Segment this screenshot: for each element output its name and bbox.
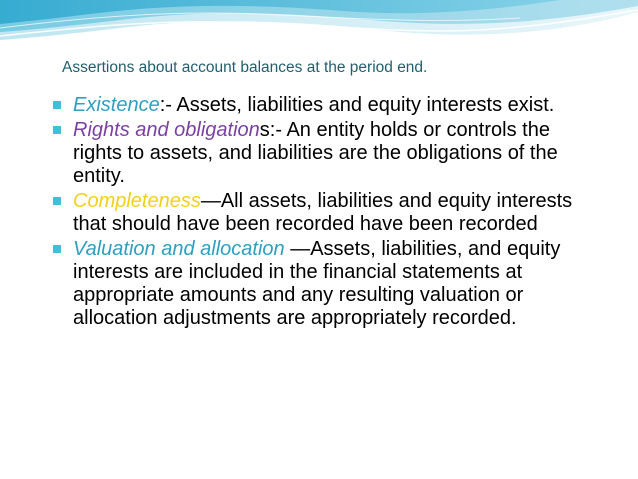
term-completeness: Completeness: [73, 190, 201, 212]
term-existence: Existence: [73, 94, 160, 116]
bullet-text: :- Assets, liabilities and equity interests exist.: [159, 94, 555, 116]
bullet-list: [53, 94, 593, 332]
square-bullet-icon: [53, 126, 61, 134]
bullet-valuation-allocation: [53, 238, 593, 330]
term-rights-obligations: Rights and obligation: [73, 119, 260, 141]
bullet-completeness: [53, 190, 593, 236]
header-wave-decoration: [0, 0, 638, 60]
square-bullet-icon: [53, 101, 61, 109]
bullet-rights-obligations: [53, 119, 593, 188]
slide-title: Assertions about account balances at the period end.: [62, 59, 428, 76]
bullet-text: —All assets, liabilities and equity interests that should have been recorded have been recorded: [73, 190, 573, 235]
bullet-text: —Assets, liabilities, and equity interests are included in the financial statements at appropriate amounts and any resulting valuation or allocation adjustments are appropriately recorded.: [73, 238, 561, 329]
square-bullet-icon: [53, 245, 61, 253]
bullet-existence: [53, 94, 593, 117]
square-bullet-icon: [53, 197, 61, 205]
term-valuation-allocation: Valuation and allocation: [73, 238, 285, 260]
bullet-text: s:- An entity holds or controls the rights to assets, and liabilities are the obligations of the entity.: [73, 119, 558, 187]
